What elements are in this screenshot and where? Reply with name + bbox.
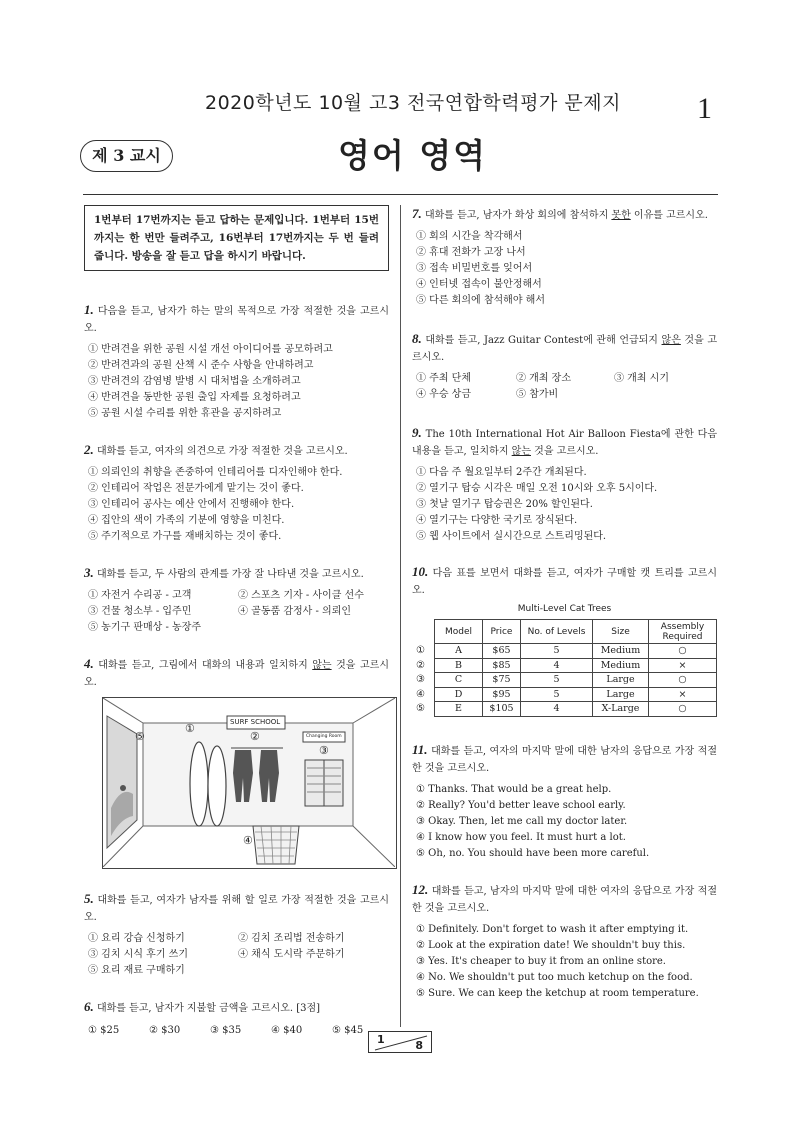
question-6	[84, 998, 389, 1039]
underlined-word: 못한	[611, 210, 631, 221]
question-number: 12.	[412, 881, 429, 897]
option-4: ④ 인터넷 접속이 불안정해서	[416, 279, 542, 290]
header-assembly: Assembly Required	[649, 620, 717, 644]
sign-surf-school: SURF SCHOOL	[230, 718, 281, 726]
question-text: 대화를 듣고, 그림에서 대화의 내용과 일치하지	[98, 660, 313, 671]
option-1: ① $25	[88, 1025, 120, 1036]
option-3: ③ 개최 시기	[614, 373, 669, 384]
table-cell: $105	[483, 702, 521, 717]
option-5: ⑤ 주기적으로 가구를 재배치하는 것이 좋다.	[88, 531, 282, 542]
question-number: 1.	[84, 302, 94, 317]
question-text: 다음 표를 보면서 대화를 듣고, 여자가 구매할 캣 트리를 고르시오.	[412, 568, 717, 596]
option-2: ② 스포츠 기자 - 사이클 선수	[238, 590, 364, 601]
table-row	[435, 687, 717, 702]
table-cell: 4	[521, 658, 593, 673]
question-text: 대화를 듣고, 여자의 마지막 말에 대한 남자의 응답으로 가장 적절한 것을 고르시오.	[412, 745, 717, 774]
question-3	[84, 564, 389, 636]
header-size: Size	[593, 620, 649, 644]
page-indicator	[368, 1031, 432, 1053]
table-cell: ○	[649, 702, 717, 717]
current-page: 1	[377, 1033, 385, 1046]
option-4: ④ 채식 도시락 주문하기	[238, 949, 345, 960]
question-text: 다음을 듣고, 남자가 하는 말의 목적으로 가장 적절한 것을 고르시오.	[84, 306, 389, 334]
option-1: ① 자전거 수리공 - 고객	[88, 590, 192, 601]
option-5: ⑤ 참가비	[516, 389, 559, 400]
figure-label-3: ③	[319, 744, 329, 757]
option-1: ① 다음 주 월요일부터 2주간 개최된다.	[416, 467, 587, 478]
option-5: ⑤ 다른 회의에 참석해야 해서	[416, 295, 545, 306]
cat-tree-table	[434, 619, 717, 717]
option-3: ③ 건물 청소부 - 입주민	[88, 606, 192, 617]
table-cell: $75	[483, 673, 521, 688]
question-number: 3.	[84, 565, 94, 580]
option-4: ④ $40	[271, 1025, 303, 1036]
table-row	[435, 658, 717, 673]
question-text-end: 것을 고르시오.	[530, 446, 599, 457]
table-row-labels	[416, 644, 425, 717]
table-cell: ×	[649, 658, 717, 673]
question-8	[412, 330, 717, 403]
question-text-end: 것을 고르시오.	[84, 660, 389, 688]
question-text: 대화를 듣고, 여자가 남자를 위해 할 일로 가장 적절한 것을 고르시오.	[84, 895, 389, 923]
table-cell: Medium	[593, 644, 649, 659]
table-cell: $95	[483, 687, 521, 702]
table-row	[435, 644, 717, 659]
question-5	[84, 890, 389, 979]
table-row	[435, 673, 717, 688]
row-label: ④	[416, 688, 425, 700]
option-3: ③ Yes. It's cheaper to buy it from an online store.	[416, 955, 666, 967]
option-2: ② $30	[149, 1025, 181, 1036]
question-text-end: 것을 고르시오.	[412, 335, 717, 363]
option-3: ③ 인테리어 공사는 예산 안에서 진행해야 한다.	[88, 499, 295, 510]
question-number: 8.	[412, 331, 422, 346]
question-number: 11.	[412, 741, 428, 757]
option-5: ⑤ Oh, no. You should have been more careful.	[416, 847, 650, 859]
header-price: Price	[483, 620, 521, 644]
table-cell: Large	[593, 687, 649, 702]
header-model: Model	[435, 620, 483, 644]
question-text: The 10th International Hot Air Balloon Fiesta에 관한 다음 내용을 듣고, 일치하지	[412, 429, 717, 457]
subject-title: 영어 영역	[338, 136, 488, 175]
question-9	[412, 424, 717, 545]
row-label: ①	[416, 645, 425, 656]
table-cell: 5	[521, 673, 593, 688]
table-cell: ×	[649, 687, 717, 702]
option-3: ③ 김치 시식 후기 쓰기	[88, 949, 188, 960]
question-number: 9.	[412, 425, 422, 440]
question-number: 10.	[412, 564, 429, 579]
table-header-row	[435, 620, 717, 644]
option-1: ① 요리 강습 신청하기	[88, 933, 185, 944]
question-number: 5.	[84, 891, 94, 906]
option-4: ④ 골동품 감정사 - 의뢰인	[238, 606, 352, 617]
sign-changing-room: Changing Room	[306, 734, 342, 739]
option-4: ④ No. We shouldn't put too much ketchup on the food.	[416, 971, 693, 983]
table-cell: E	[435, 702, 483, 717]
option-3: ③ Okay. Then, let me call my doctor later.	[416, 815, 628, 827]
option-4: ④ 우승 상금	[416, 389, 471, 400]
question-text: 대화를 듣고, 남자가 지불할 금액을 고르시오. [3점]	[96, 1003, 321, 1014]
table-cell: 5	[521, 687, 593, 702]
option-3: ③ 첫날 열기구 탑승권은 20% 할인된다.	[416, 499, 593, 510]
underlined-word: 않는	[511, 446, 531, 457]
option-5: ⑤ 공원 시설 수리를 위한 휴관을 공지하려고	[88, 408, 282, 419]
question-text: 대화를 듣고, 남자의 마지막 말에 대한 여자의 응답으로 가장 적절한 것을 고르시오.	[412, 885, 717, 914]
figure-label-1: ①	[185, 722, 195, 735]
table-cell: $85	[483, 658, 521, 673]
table-cell: $65	[483, 644, 521, 659]
row-label: ⑤	[416, 703, 425, 715]
question-number: 6.	[84, 999, 94, 1014]
table-row	[435, 702, 717, 717]
option-3: ③ 반려견의 감염병 발병 시 대처법을 소개하려고	[88, 376, 301, 387]
exam-title: 2020학년도 10월 고3 전국연합학력평가 문제지	[205, 92, 621, 114]
option-5: ⑤ $45	[332, 1025, 364, 1036]
listening-notice: 1번부터 17번까지는 듣고 답하는 문제입니다. 1번부터 15번까지는 한 번만 들려주고, 16번부터 17번까지는 두 번 들려줍니다. 방송을 잘 듣고 답을 하시기 바랍니다.	[84, 205, 389, 271]
figure-label-5: ⑤	[135, 730, 145, 743]
table-cell: 4	[521, 702, 593, 717]
question-2	[84, 441, 389, 545]
option-2: ② Look at the expiration date! We shouldn't buy this.	[416, 939, 686, 951]
option-2: ② 열기구 탑승 시각은 매일 오전 10시와 오후 5시이다.	[416, 483, 658, 494]
option-2: ② Really? You'd better leave school early.	[416, 799, 626, 811]
column-divider	[400, 205, 401, 1027]
figure-label-4: ④	[243, 834, 253, 847]
option-2: ② 휴대 전화가 고장 나서	[416, 247, 526, 258]
table-cell: Large	[593, 673, 649, 688]
question-10	[412, 563, 717, 717]
option-4: ④ 집안의 색이 가족의 기분에 영향을 미친다.	[88, 515, 285, 526]
option-5: ⑤ 농기구 판매상 - 농장주	[88, 622, 202, 633]
row-label: ③	[416, 674, 425, 686]
underlined-word: 않는	[312, 660, 332, 671]
header-divider	[83, 194, 718, 195]
question-number: 2.	[84, 442, 94, 457]
question-7	[412, 205, 717, 309]
table-cell: ○	[649, 644, 717, 659]
option-3: ③ 접속 비밀번호를 잊어서	[416, 263, 533, 274]
option-5: ⑤ 웹 사이트에서 실시간으로 스트리밍된다.	[416, 531, 607, 542]
question-text: 대화를 듣고, 여자의 의견으로 가장 적절한 것을 고르시오.	[96, 446, 348, 457]
table-cell: C	[435, 673, 483, 688]
question-text-end: 이유를 고르시오.	[630, 210, 708, 221]
figure-label-2: ②	[250, 730, 260, 743]
table-title: Multi-Level Cat Trees	[517, 604, 612, 614]
option-4: ④ 열기구는 다양한 국기로 장식된다.	[416, 515, 578, 526]
option-2: ② 개최 장소	[516, 373, 571, 384]
option-1: ① Definitely. Don't forget to wash it after emptying it.	[416, 923, 689, 935]
option-1: ① 반려견을 위한 공원 시설 개선 아이디어를 공모하려고	[88, 344, 333, 355]
table-cell: X-Large	[593, 702, 649, 717]
option-2: ② 인테리어 작업은 전문가에게 맡기는 것이 좋다.	[88, 483, 304, 494]
table-cell: 5	[521, 644, 593, 659]
left-column	[84, 205, 389, 1039]
question-12	[412, 881, 717, 1002]
underlined-word: 않은	[661, 335, 681, 346]
option-1: ① 주최 단체	[416, 373, 471, 384]
question-text: 대화를 듣고, 두 사람의 관계를 가장 잘 나타낸 것을 고르시오.	[96, 569, 364, 580]
option-4: ④ 반려견을 동반한 공원 출입 자제를 요청하려고	[88, 392, 301, 403]
total-pages: 8	[415, 1039, 423, 1052]
option-1: ① 의뢰인의 취향을 존중하여 인테리어를 디자인해야 한다.	[88, 467, 343, 478]
option-3: ③ $35	[210, 1025, 242, 1036]
option-1: ① Thanks. That would be a great help.	[416, 783, 612, 795]
table-cell: ○	[649, 673, 717, 688]
question-text: 대화를 듣고, 남자가 화상 회의에 참석하지	[424, 210, 612, 221]
session-badge: 제 3 교시	[80, 140, 173, 172]
page-number: 1	[697, 92, 712, 125]
table-cell: A	[435, 644, 483, 659]
option-2: ② 김치 조리법 전송하기	[238, 933, 345, 944]
question-number: 4.	[84, 656, 94, 671]
table-cell: D	[435, 687, 483, 702]
question-4	[84, 655, 389, 869]
header-levels: No. of Levels	[521, 620, 593, 644]
table-cell: B	[435, 658, 483, 673]
surf-school-illustration	[102, 697, 397, 869]
row-label: ②	[416, 659, 425, 671]
right-column	[412, 205, 717, 1002]
question-text: 대화를 듣고, Jazz Guitar Contest에 관해 언급되지	[425, 335, 662, 346]
option-5: ⑤ 요리 재료 구매하기	[88, 965, 185, 976]
question-number: 7.	[412, 206, 422, 221]
question-1	[84, 301, 389, 422]
question-11	[412, 741, 717, 862]
table-cell: Medium	[593, 658, 649, 673]
option-2: ② 반려견과의 공원 산책 시 준수 사항을 안내하려고	[88, 360, 314, 371]
option-4: ④ I know how you feel. It must hurt a lot.	[416, 831, 626, 843]
option-1: ① 회의 시간을 착각해서	[416, 231, 523, 242]
option-5: ⑤ Sure. We can keep the ketchup at room temperature.	[416, 987, 699, 999]
